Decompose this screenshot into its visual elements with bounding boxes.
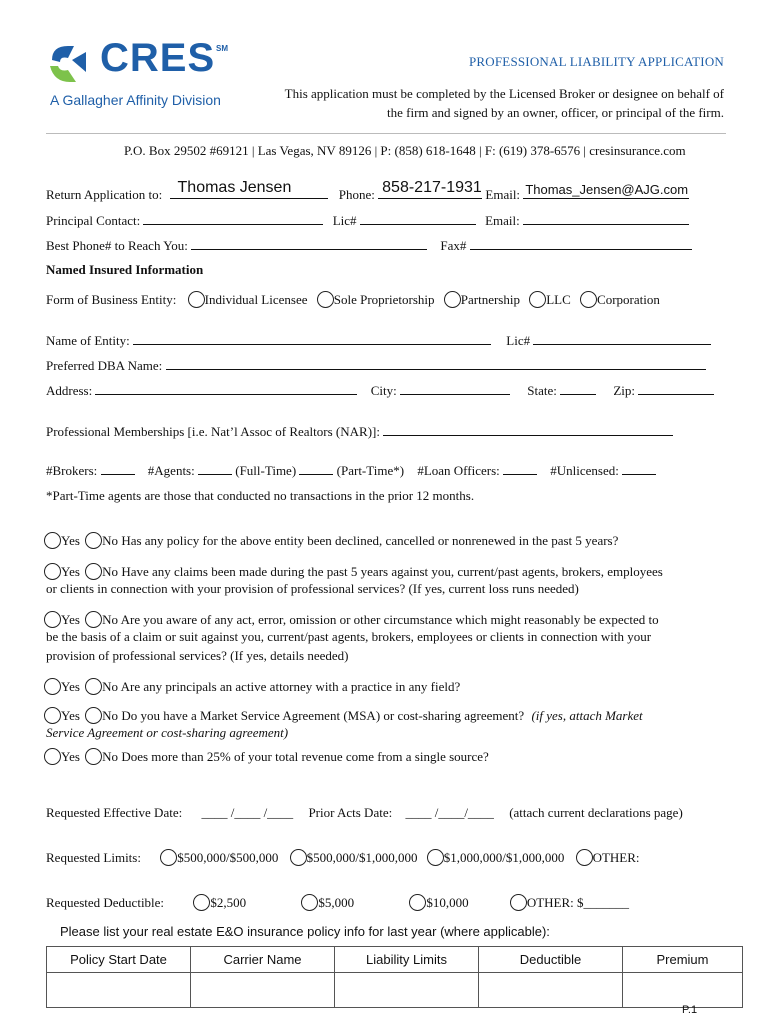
q6-yes-radio[interactable]: [44, 748, 61, 765]
q1-no-label: No: [102, 533, 119, 548]
entity-corporation-radio[interactable]: [580, 291, 597, 308]
q1-text: Has any policy for the above entity been declined, cancelled or nonrenewed in the past 5 years?: [121, 533, 619, 548]
deductible-10000-radio[interactable]: [409, 894, 426, 911]
address-line: P.O. Box 29502 #69121 | Las Vegas, NV 89126 | P: (858) 618-1648 | F: (619) 378-6576 | cresinsurance.com: [124, 143, 686, 158]
best-phone-field[interactable]: [191, 237, 427, 250]
q5-attach-note-text: Service Agreement or cost-sharing agreement): [46, 725, 289, 740]
memberships-field[interactable]: [383, 423, 673, 436]
header-divider: [46, 133, 726, 134]
fulltime-label: (Full-Time): [235, 463, 297, 478]
table-row: [47, 973, 743, 1008]
instruction-line-2: the firm and signed by an owner, officer, or principal of the firm.: [387, 105, 724, 120]
logo-subtitle: A Gallagher Affinity Division: [50, 92, 221, 108]
return-application-row: [46, 179, 689, 203]
principal-email-field[interactable]: [523, 212, 689, 225]
phone-field[interactable]: [378, 179, 482, 199]
q4-no-radio[interactable]: [85, 678, 102, 695]
col-premium: Premium: [623, 947, 743, 973]
entity-partnership-radio[interactable]: [444, 291, 461, 308]
policy-prompt: Please list your real estate E&O insurance policy info for last year (where applicable):: [60, 924, 550, 939]
zip-label: Zip:: [613, 383, 636, 398]
city-label: City:: [370, 383, 397, 398]
q6-no-label: No: [102, 749, 119, 764]
q6-yes-label: Yes: [61, 749, 80, 764]
q3-no-radio[interactable]: [85, 611, 102, 628]
limit-other-label: OTHER:: [592, 850, 640, 865]
entity-name-row: [46, 332, 711, 349]
agents-label: #Agents:: [147, 463, 195, 478]
unlicensed-label: #Unlicensed:: [550, 463, 619, 478]
q5-no-radio[interactable]: [85, 707, 102, 724]
business-entity-label: Form of Business Entity:: [46, 292, 177, 307]
prior-acts-field[interactable]: ____ /____/____: [405, 805, 494, 820]
best-phone-row: [46, 237, 692, 254]
deductible-label: Requested Deductible:: [46, 895, 165, 910]
declarations-note: (attach current declarations page): [509, 805, 683, 820]
deductible-10000-label: $10,000: [426, 895, 469, 910]
limit-500k-1m-radio[interactable]: [290, 849, 307, 866]
limits-label: Requested Limits:: [46, 850, 141, 865]
question-5: [44, 707, 643, 724]
entity-individual-radio[interactable]: [188, 291, 205, 308]
col-policy-start: Policy Start Date: [47, 947, 191, 973]
cres-logo: [46, 36, 236, 112]
liability-limits-cell[interactable]: [335, 973, 479, 1008]
address-row: [46, 382, 714, 399]
entity-partnership-label: Partnership: [460, 292, 520, 307]
limit-other-radio[interactable]: [576, 849, 593, 866]
q2-no-radio[interactable]: [85, 563, 102, 580]
principal-email-label: Email:: [485, 213, 520, 228]
memberships-label: Professional Memberships [i.e. Nat’l Assoc of Realtors (NAR)]:: [46, 424, 380, 439]
q3-text-line2: be the basis of a claim or suit against you, current/past agents, brokers, employees or clients in connection with your: [46, 629, 652, 644]
phone-label: Phone:: [338, 187, 375, 202]
q6-no-radio[interactable]: [85, 748, 102, 765]
brokers-field[interactable]: [101, 462, 135, 475]
page-title: PROFESSIONAL LIABILITY APPLICATION: [468, 54, 724, 69]
question-2: [44, 563, 663, 580]
q4-yes-radio[interactable]: [44, 678, 61, 695]
q5-no-label: No: [102, 708, 119, 723]
q3-yes-label: Yes: [61, 612, 80, 627]
logo-service-mark: SM: [216, 44, 228, 53]
address-label: Address:: [46, 383, 93, 398]
premium-cell[interactable]: [623, 973, 743, 1008]
return-application-field[interactable]: [170, 179, 328, 199]
email-label: Email:: [485, 187, 521, 202]
parttime-label: (Part-Time*): [336, 463, 405, 478]
parttime-note: *Part-Time agents are those that conducted no transactions in the prior 12 months.: [46, 488, 475, 503]
question-6: [44, 748, 489, 765]
q4-yes-label: Yes: [61, 679, 80, 694]
q1-no-radio[interactable]: [85, 532, 102, 549]
staff-counts-row: [46, 462, 656, 479]
dba-field[interactable]: [166, 357, 706, 370]
q2-yes-radio[interactable]: [44, 563, 61, 580]
named-insured-heading: Named Insured Information: [46, 262, 204, 277]
limit-500k-500k-label: $500,000/$500,000: [177, 850, 279, 865]
loan-officers-field[interactable]: [503, 462, 537, 475]
return-label: Return Application to:: [46, 187, 163, 202]
entity-sole-label: Sole Proprietorship: [333, 292, 435, 307]
question-3: [44, 611, 659, 628]
limit-1m-1m-radio[interactable]: [427, 849, 444, 866]
memberships-row: [46, 423, 673, 440]
q5-yes-radio[interactable]: [44, 707, 61, 724]
entity-sole-radio[interactable]: [317, 291, 334, 308]
q1-yes-label: Yes: [61, 533, 80, 548]
address-field[interactable]: [95, 382, 357, 395]
dba-row: [46, 357, 706, 374]
instruction-line-1: This application must be completed by the Licensed Broker or designee on behalf of: [284, 86, 724, 101]
principal-lic-field[interactable]: [360, 212, 476, 225]
q3-text-line3: provision of professional services? (If yes, details needed): [46, 648, 349, 663]
brokers-label: #Brokers:: [46, 463, 98, 478]
page-number: P.1: [682, 1004, 698, 1016]
q5-attach-note: (if yes, attach Market: [531, 708, 643, 723]
policy-start-cell[interactable]: [47, 973, 191, 1008]
entity-name-field[interactable]: [133, 332, 491, 345]
return-application-value: Thomas Jensen: [177, 179, 292, 196]
q2-text-line1: Have any claims been made during the past 5 years against you, current/past agents, brokers, employees: [121, 564, 663, 579]
principal-contact-row: [46, 212, 689, 229]
limit-500k-1m-label: $500,000/$1,000,000: [306, 850, 418, 865]
deductible-2500-label: $2,500: [210, 895, 247, 910]
limit-1m-1m-label: $1,000,000/$1,000,000: [443, 850, 565, 865]
deductible-other-radio[interactable]: [510, 894, 527, 911]
q1-yes-radio[interactable]: [44, 532, 61, 549]
principal-lic-label: Lic#: [332, 213, 357, 228]
principal-field[interactable]: [143, 212, 323, 225]
entity-name-label: Name of Entity:: [46, 333, 130, 348]
question-4: [44, 678, 460, 695]
loan-officers-label: #Loan Officers:: [417, 463, 500, 478]
q4-text: Are any principals an active attorney with a practice in any field?: [120, 679, 461, 694]
q2-yes-label: Yes: [61, 564, 80, 579]
city-field[interactable]: [400, 382, 510, 395]
dates-row: [46, 805, 683, 821]
agents-parttime-field[interactable]: [299, 462, 333, 475]
q3-no-label: No: [102, 612, 119, 627]
deductible-other-label: OTHER: $_______: [526, 895, 630, 910]
effective-date-field[interactable]: ____ /____ /____: [201, 805, 294, 820]
state-label: State:: [527, 383, 557, 398]
q3-yes-radio[interactable]: [44, 611, 61, 628]
effective-date-label: Requested Effective Date:: [46, 805, 183, 820]
email-value: Thomas_Jensen@AJG.com: [525, 182, 689, 197]
prior-acts-label: Prior Acts Date:: [308, 805, 393, 820]
col-carrier-name: Carrier Name: [191, 947, 335, 973]
limits-row: [46, 849, 640, 866]
col-liability-limits: Liability Limits: [335, 947, 479, 973]
agents-fulltime-field[interactable]: [198, 462, 232, 475]
col-deductible: Deductible: [479, 947, 623, 973]
policy-table: [46, 946, 743, 1008]
deductible-row: [46, 894, 629, 911]
entity-corporation-label: Corporation: [597, 292, 660, 307]
principal-label: Principal Contact:: [46, 213, 141, 228]
cres-logo-mark-icon: [46, 42, 96, 86]
logo-wordmark: CRES: [100, 36, 216, 80]
fax-field[interactable]: [470, 237, 692, 250]
dba-label: Preferred DBA Name:: [46, 358, 163, 373]
q2-no-label: No: [102, 564, 119, 579]
deductible-cell[interactable]: [479, 973, 623, 1008]
email-field[interactable]: [523, 182, 689, 199]
question-1: [44, 532, 618, 549]
q3-text-line1: Are you aware of any act, error, omission or other circumstance which might reasonably be expected to: [120, 612, 659, 627]
q5-attach-note-line2: [46, 725, 288, 741]
q5-text: Do you have a Market Service Agreement (MSA) or cost-sharing agreement?: [121, 708, 525, 723]
phone-value: 858-217-1931: [382, 179, 482, 196]
unlicensed-field[interactable]: [622, 462, 656, 475]
zip-field[interactable]: [638, 382, 714, 395]
deductible-5000-label: $5,000: [318, 895, 355, 910]
q5-yes-label: Yes: [61, 708, 80, 723]
policy-table-header: [47, 947, 743, 973]
entity-llc-radio[interactable]: [529, 291, 546, 308]
q4-no-label: No: [102, 679, 119, 694]
entity-lic-field[interactable]: [533, 332, 711, 345]
entity-llc-label: LLC: [546, 292, 571, 307]
entity-individual-label: Individual Licensee: [204, 292, 308, 307]
fax-label: Fax#: [440, 238, 467, 253]
q6-text: Does more than 25% of your total revenue come from a single source?: [121, 749, 489, 764]
deductible-5000-radio[interactable]: [301, 894, 318, 911]
q2-text-line2: or clients in connection with your provision of professional services? (If yes, current loss runs needed): [46, 581, 579, 596]
state-field[interactable]: [560, 382, 596, 395]
best-phone-label: Best Phone# to Reach You:: [46, 238, 188, 253]
limit-500k-500k-radio[interactable]: [160, 849, 177, 866]
deductible-2500-radio[interactable]: [193, 894, 210, 911]
entity-lic-label: Lic#: [506, 333, 531, 348]
business-entity-row: [46, 291, 660, 308]
carrier-name-cell[interactable]: [191, 973, 335, 1008]
